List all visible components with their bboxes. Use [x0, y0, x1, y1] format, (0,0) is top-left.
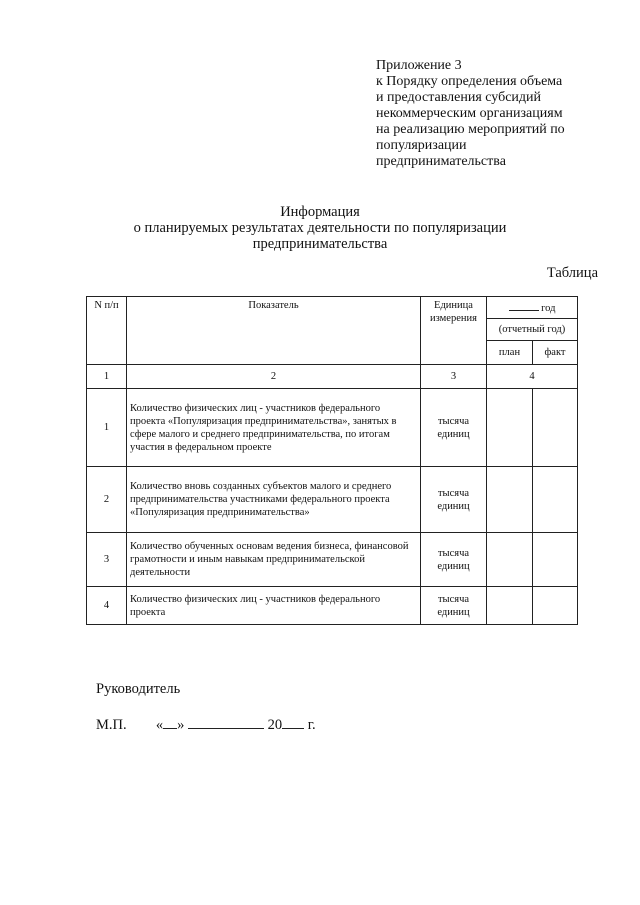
annex-line: популяризации [376, 138, 467, 153]
stamp-label: М.П. [96, 717, 127, 733]
annex-line: предпринимательства [376, 154, 506, 169]
annex-header [376, 58, 626, 170]
year-suffix: г. [307, 717, 316, 733]
row-unit: тысяча единиц [421, 533, 487, 587]
header-report-year: (отчетный год) [487, 319, 578, 341]
results-table [86, 296, 578, 625]
signer-label: Руководитель [96, 681, 181, 697]
row-num: 2 [87, 467, 127, 533]
table-label: Таблица [546, 265, 598, 281]
table-row [87, 389, 578, 467]
year-prefix: 20 [267, 717, 283, 733]
row-unit: тысяча единиц [421, 389, 487, 467]
table-row [87, 587, 578, 625]
row-plan [487, 389, 533, 467]
header-unit: Единица измерения [421, 297, 487, 365]
row-fact [533, 389, 578, 467]
table-row [87, 533, 578, 587]
annex-line: и предоставления субсидий [376, 90, 542, 105]
annex-line: Приложение 3 [376, 58, 462, 73]
col-number: 2 [127, 365, 421, 389]
annex-line: к Порядку определения объема [376, 74, 563, 89]
year-blank [282, 716, 304, 729]
row-unit: тысяча единиц [421, 467, 487, 533]
header-plan: план [487, 341, 533, 365]
document-subtitle: о планируемых результатах деятельности по популяризации [133, 220, 507, 236]
row-plan [487, 467, 533, 533]
header-num: N п/п [87, 297, 127, 365]
day-blank [163, 716, 177, 729]
stamp-date-line [96, 716, 316, 734]
document-title: Информация [280, 204, 360, 220]
quote-open: « [155, 717, 164, 733]
document-subtitle-cont: предпринимательства [252, 236, 388, 252]
year-blank [509, 300, 539, 311]
row-fact [533, 533, 578, 587]
row-fact [533, 587, 578, 625]
col-number: 4 [487, 365, 578, 389]
row-indicator: Количество обученных основам ведения бизнеса, финансовой грамотности и иным навыкам предпринимательской деятельности [127, 533, 421, 587]
quote-close: » [177, 717, 185, 733]
month-blank [188, 716, 264, 729]
row-num: 1 [87, 389, 127, 467]
row-plan [487, 587, 533, 625]
row-indicator: Количество вновь созданных субъектов малого и среднего предпринимательства участниками федерального проекта «Популяризация предпринимательства» [127, 467, 421, 533]
row-plan [487, 533, 533, 587]
col-number: 3 [421, 365, 487, 389]
annex-line: некоммерческим организациям [376, 106, 563, 121]
row-num: 4 [87, 587, 127, 625]
row-indicator: Количество физических лиц - участников федерального проекта [127, 587, 421, 625]
row-indicator: Количество физических лиц - участников федерального проекта «Популяризация предпринимательства», занятых в сфере малого и среднего предпринимательства, по итогам участия в федеральном проекте [127, 389, 421, 467]
row-fact [533, 467, 578, 533]
table-row [87, 467, 578, 533]
header-fact: факт [533, 341, 578, 365]
annex-line: на реализацию мероприятий по [376, 122, 565, 137]
row-num: 3 [87, 533, 127, 587]
header-year: год [487, 297, 578, 319]
col-number: 1 [87, 365, 127, 389]
header-indicator: Показатель [127, 297, 421, 365]
row-unit: тысяча единиц [421, 587, 487, 625]
